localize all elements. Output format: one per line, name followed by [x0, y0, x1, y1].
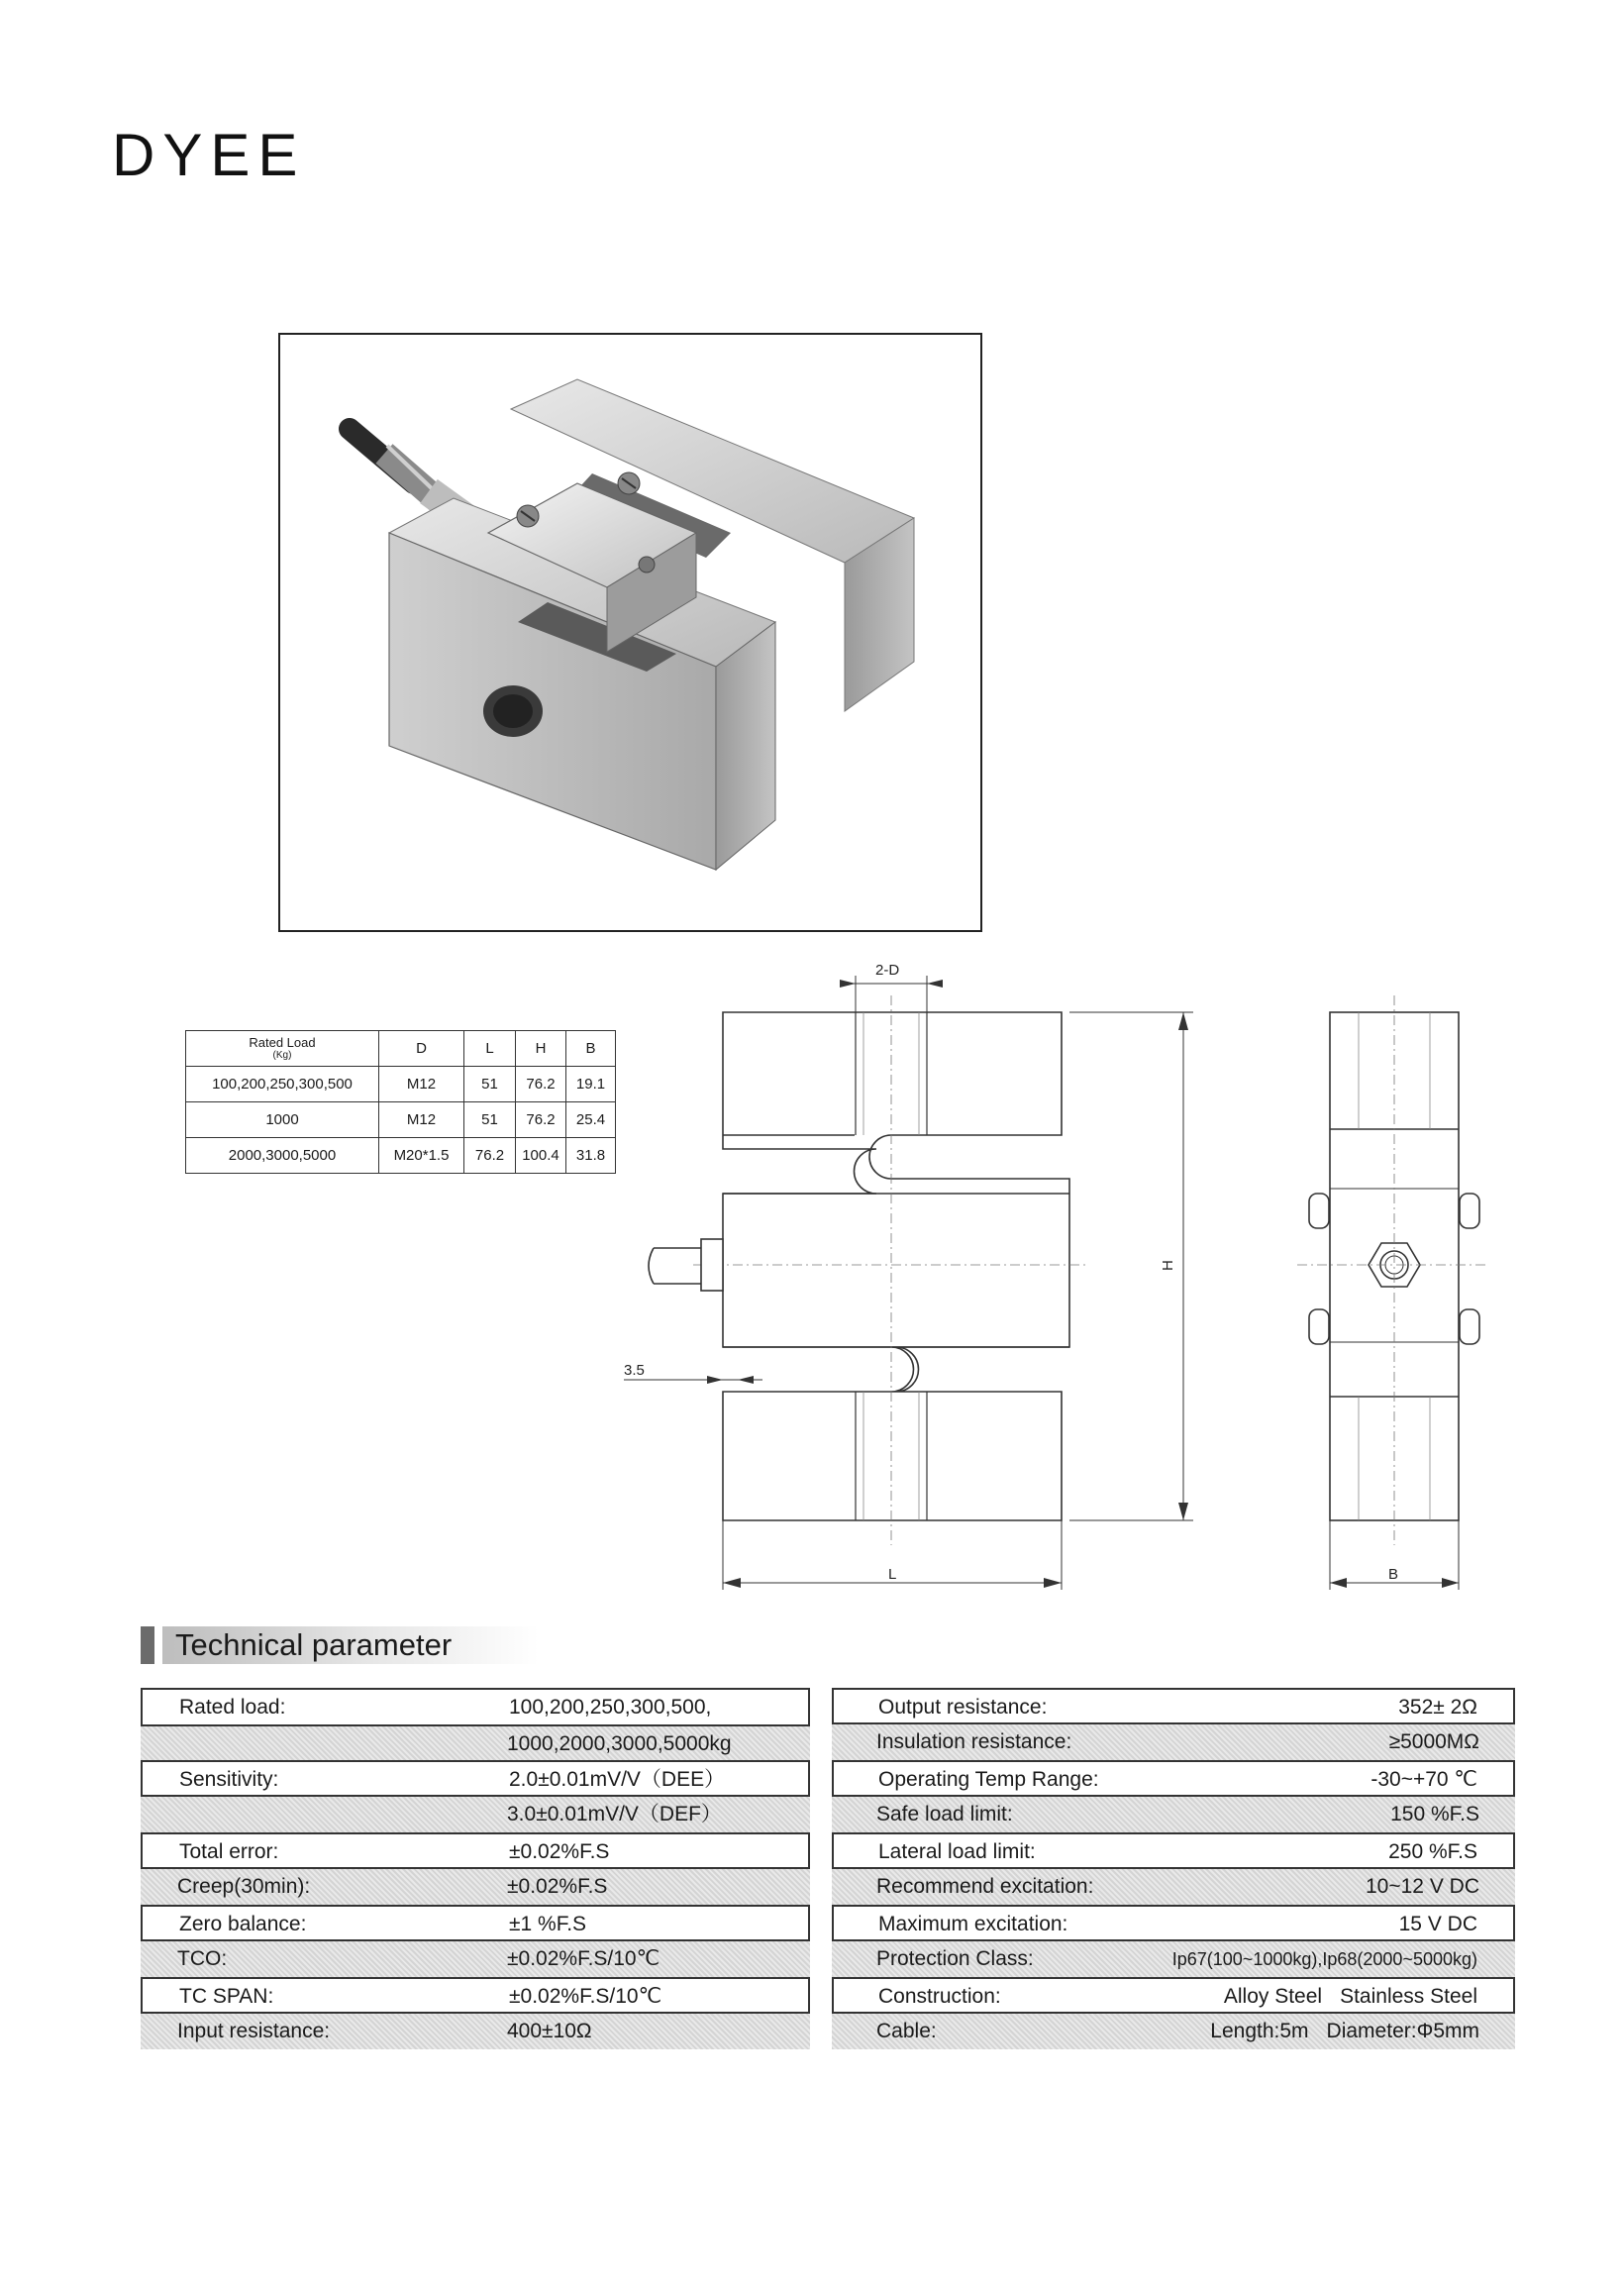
cell-b: 25.4 [566, 1102, 616, 1138]
cell-d: M12 [379, 1067, 464, 1102]
param-label: Recommend excitation: [876, 1874, 1094, 1898]
table-row [186, 1067, 616, 1102]
cell-b: 19.1 [566, 1067, 616, 1102]
dim-2d-label: 2-D [875, 962, 900, 979]
param-row [832, 2014, 1515, 2050]
param-row [141, 1724, 810, 1761]
section-title: Technical parameter [162, 1626, 539, 1664]
table-row [186, 1102, 616, 1138]
param-label: Zero balance: [179, 1913, 307, 1935]
param-row [141, 2014, 810, 2050]
param-label: Cable: [876, 2019, 937, 2042]
technical-drawing [614, 956, 1485, 1600]
section-marker [141, 1626, 154, 1664]
param-row [832, 1832, 1515, 1869]
param-row [141, 1797, 810, 1833]
param-label: TCO: [177, 1946, 228, 1970]
param-label: Maximum excitation: [878, 1913, 1068, 1935]
dim-l-label: L [888, 1566, 897, 1583]
col-h-header: H [516, 1031, 566, 1067]
cell-load: 100,200,250,300,500 [186, 1067, 379, 1102]
param-value [1224, 1979, 1477, 2016]
param-row [141, 1832, 810, 1869]
cell-h: 76.2 [516, 1067, 566, 1102]
param-value: ±0.02%F.S [507, 1874, 608, 1898]
left-params-list [141, 1688, 810, 2049]
param-value-a: Alloy Steel [1223, 1985, 1323, 2008]
col-l-header: L [464, 1031, 516, 1067]
cell-l: 76.2 [464, 1138, 516, 1174]
param-row [141, 1905, 810, 1941]
param-row [141, 1869, 810, 1906]
param-label: Operating Temp Range: [878, 1768, 1099, 1791]
col-d-header: D [379, 1031, 464, 1067]
table-row [186, 1138, 616, 1174]
param-row [832, 1941, 1515, 1978]
param-label: Rated load: [179, 1696, 286, 1719]
param-value: ±0.02%F.S/10℃ [509, 1985, 662, 2008]
param-value-b: Diameter:Φ5mm [1326, 2019, 1479, 2042]
param-label: Sensitivity: [179, 1768, 279, 1791]
param-value: 10~12 V DC [1366, 1874, 1479, 1898]
dimensions-table [185, 1030, 616, 1174]
param-value: 3.0±0.01mV/V（DEF） [507, 1802, 722, 1825]
param-label: TC SPAN: [179, 1985, 274, 2008]
param-value: 400±10Ω [507, 2019, 592, 2042]
param-row [832, 1688, 1515, 1724]
param-value: ±1 %F.S [509, 1913, 587, 1935]
param-row [141, 1688, 810, 1724]
cell-d: M20*1.5 [379, 1138, 464, 1174]
param-label: Insulation resistance: [876, 1729, 1072, 1753]
param-label: Input resistance: [177, 2019, 331, 2042]
cell-load: 2000,3000,5000 [186, 1138, 379, 1174]
param-row [141, 1760, 810, 1797]
param-value: ≥5000MΩ [1388, 1729, 1479, 1753]
param-value-a: Length:5m [1210, 2019, 1309, 2042]
param-label: Lateral load limit: [878, 1840, 1036, 1863]
cell-h: 76.2 [516, 1102, 566, 1138]
param-value: 150 %F.S [1390, 1802, 1479, 1825]
brand-logo-text: DYEE [112, 122, 306, 188]
param-row [832, 1905, 1515, 1941]
param-row [832, 1724, 1515, 1761]
param-value: 1000,2000,3000,5000kg [507, 1731, 732, 1755]
param-value: ±0.02%F.S/10℃ [507, 1946, 660, 1970]
cell-b: 31.8 [566, 1138, 616, 1174]
param-row [832, 1760, 1515, 1797]
param-value: -30~+70 ℃ [1370, 1768, 1477, 1791]
dim-h-label: H [1160, 1260, 1176, 1271]
col-b-header: B [566, 1031, 616, 1067]
param-label: Creep(30min): [177, 1874, 311, 1898]
rated-load-header [186, 1031, 379, 1067]
rated-load-label: Rated Load [249, 1035, 316, 1050]
param-value: 250 %F.S [1388, 1840, 1477, 1863]
param-row [832, 1977, 1515, 2014]
param-row [141, 1977, 810, 2014]
table-header-row [186, 1031, 616, 1067]
param-value: Ip67(100~1000kg),Ip68(2000~5000kg) [1171, 1948, 1477, 1969]
s-type-load-cell-photo [280, 335, 984, 934]
param-value: 2.0±0.01mV/V（DEE） [509, 1768, 726, 1791]
param-label: Safe load limit: [876, 1802, 1013, 1825]
cell-l: 51 [464, 1067, 516, 1102]
param-value [1210, 2014, 1479, 2050]
param-value: 15 V DC [1398, 1913, 1477, 1935]
param-row [141, 1941, 810, 1978]
cell-h: 100.4 [516, 1138, 566, 1174]
param-row [832, 1869, 1515, 1906]
rated-load-unit: (Kg) [272, 1050, 292, 1061]
param-value: ±0.02%F.S [509, 1840, 610, 1863]
dim-gap-label: 3.5 [624, 1362, 645, 1379]
product-photo-frame [278, 333, 982, 932]
right-params-list [832, 1688, 1515, 2049]
dim-b-label: B [1388, 1566, 1399, 1583]
param-label: Construction: [878, 1985, 1001, 2008]
cell-d: M12 [379, 1102, 464, 1138]
param-value-b: Stainless Steel [1340, 1985, 1477, 2008]
param-label: Protection Class: [876, 1946, 1034, 1970]
param-value: 100,200,250,300,500, [509, 1696, 712, 1719]
param-label: Total error: [179, 1840, 279, 1863]
param-row [832, 1797, 1515, 1833]
param-value: 352± 2Ω [1398, 1696, 1477, 1719]
cell-load: 1000 [186, 1102, 379, 1138]
param-label: Output resistance: [878, 1696, 1048, 1719]
cell-l: 51 [464, 1102, 516, 1138]
